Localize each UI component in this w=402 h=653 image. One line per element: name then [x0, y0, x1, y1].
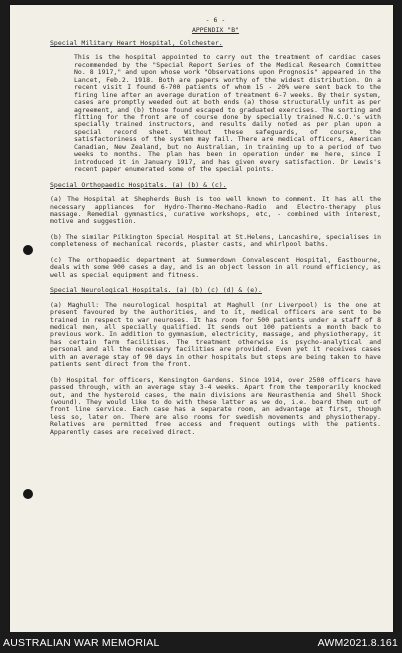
- document-page: [10, 5, 393, 632]
- paragraph: (a) The Hospital at Shepherds Bush is too well known to comment. It has all the necessary appliances for Hydro-Thermo-Mechano-Radio and Electro-therapy plus massage. Remedial gymnastics, curative workshops, etc, - combined with interest, motive and suggestion.: [50, 195, 381, 226]
- punch-hole: [23, 245, 33, 255]
- section-orthopaedic-hospitals: [50, 182, 381, 280]
- archive-reference: AWM2021.8.161: [317, 636, 398, 649]
- paragraph: (a) Maghull: The neurological hospital at Maghull (nr Liverpool) is the one at present favoured by the authorities, and to it, medical officers are sent to be trained in respect to war neuroses. It has room for 500 patients under a staff of 8 medical men, all specially qualified. It sends out 100 patients a month back to previous work. In addition to gymnasium, electricity, massage, and physiotherapy, it has certain farm facilities. The treatment otherwise is psycho-analytical and personal and all the necessary facilities are provided. Even yet it receives cases with an average stay of 90 days in other hospitals but steps are being taken to have patients sent direct from the front.: [50, 300, 381, 369]
- section-heading: Special Neurological Hospitals. (a) (b) (c) (d) & (e).: [50, 286, 262, 295]
- paragraph: (b) Hospital for officers, Kensington Gardens. Since 1914, over 2500 officers have passed through, with an average stay 3-4 weeks. Apart from the temporarily knocked out, and the hysteroid cases, the main divisions are Neurasthenia and Shell Shock (wound). They would like to do with these latter as we do, i.e. board them out of front line service. Each case has a separate room, an advantage at first, though less so, later on. There are also rooms for swedish movements and physiotherapy. Relatives are permitted free access and frequent outings with the patients. Apparently cases are received direct.: [50, 375, 381, 436]
- document-body: [50, 17, 381, 628]
- paragraph: (b) The similar Pilkington Special Hospital at St.Helens, Lancashire, specialises in completeness of mechanical records, plaster casts, and whirlpool baths.: [50, 232, 381, 249]
- page-number: - 6 -: [205, 16, 226, 24]
- appendix-title: APPENDIX "B": [191, 26, 240, 35]
- archive-footer: [0, 632, 402, 653]
- archive-name: AUSTRALIAN WAR MEMORIAL: [3, 636, 160, 649]
- punch-hole: [23, 489, 33, 499]
- section-heading: Special Military Heart Hospital, Colchester.: [50, 38, 223, 47]
- section-heart-hospital: [50, 40, 381, 174]
- paragraph: (c) The orthopaedic department at Summerdown Convalescent Hospital, Eastbourne, deals with some 900 cases a day, and is an object lesson in all round efficiency, as well as special equipment and fitness.: [50, 255, 381, 279]
- paragraph: This is the hospital appointed to carry out the treatment of cardiac cases recommended by the "Special Report Series of the Medical Research Committee No. 8 1917," and upon whose work "Observations upon Prognosis" appeared in the Lancet, Feb.2. 1918. Both are papers worthy of the widest distribution. On a recent visit I found 6-700 patients of whom 15 - 20% were sent back to the firing line after an average duration of treatment 6-7 weeks. By their system, cases are promptly weeded out at both ends (a) those structurally unfit as per agreement, and (b) those found escaped to graduated exercises. The sorting and fitting for the front are of course done by specially trained N.C.O.'s with specially trained instructors, and results daily noted as per plan upon a special record sheet. Without these safeguards, of course, the satisfactoriness of the system may fail. There are medical officers, American Canadian, New Zealand, but no Australian, in training up to a period of two weeks to months. The plan has been in operation under me here, since I introduced it in January 1917, and has given every satisfaction. Dr Lewis's recent paper enumerated some of the special points.: [74, 53, 381, 174]
- section-neurological-hospitals: [50, 287, 381, 436]
- section-heading: Special Orthopaedic Hospitals. (a) (b) & (c).: [50, 180, 227, 189]
